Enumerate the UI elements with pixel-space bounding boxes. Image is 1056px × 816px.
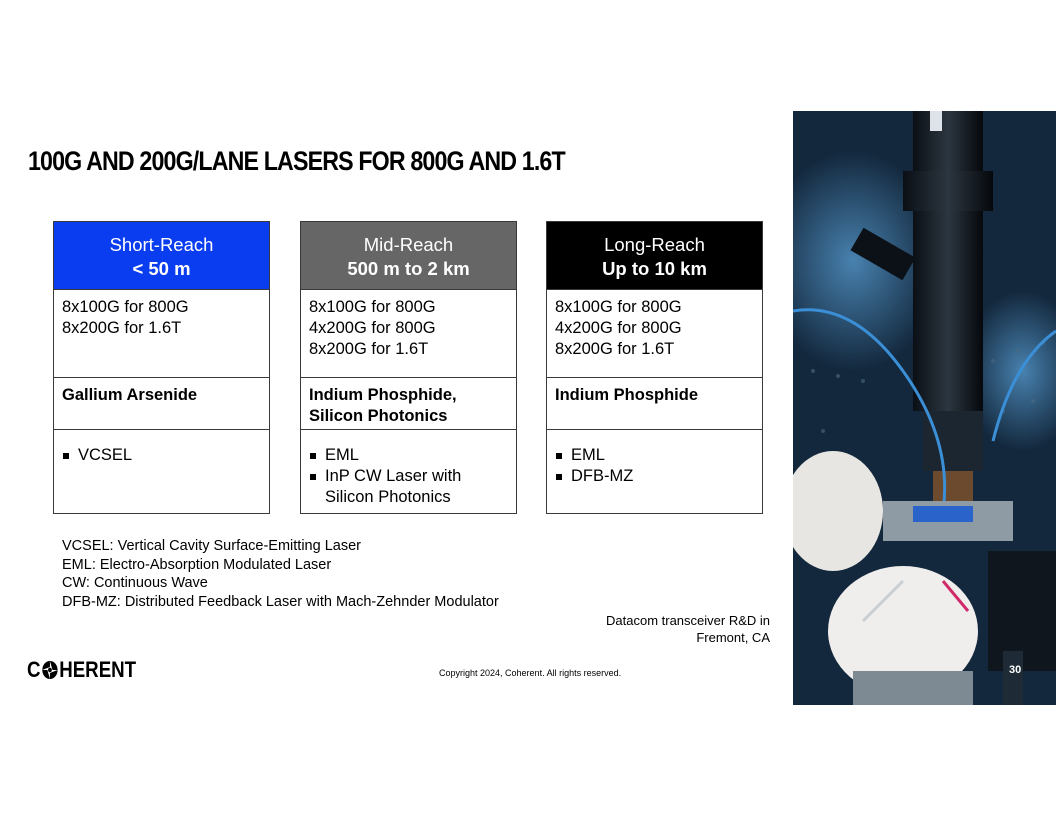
config-line: 8x100G for 800G [309, 298, 436, 316]
card-header-title: Short-Reach [109, 234, 214, 255]
card-material-section [301, 377, 516, 429]
card-config-section [54, 289, 269, 377]
logo-text-right: HERENT [59, 657, 137, 682]
copyright-notice: Copyright 2024, Coherent. All rights reserved. [439, 668, 622, 678]
card-header [547, 222, 762, 289]
material-line: Gallium Arsenide [62, 386, 198, 404]
material-line: Silicon Photonics [309, 407, 448, 425]
lab-photo [793, 111, 1056, 705]
card-header-range: < 50 m [132, 258, 191, 279]
page-number: 30 [1009, 664, 1022, 676]
definition-line: CW: Continuous Wave [62, 575, 208, 591]
photo-caption [606, 612, 770, 646]
card-material-section [54, 377, 269, 429]
definition-line: VCSEL: Vertical Cavity Surface-Emitting Laser [62, 538, 361, 554]
config-line: 8x200G for 1.6T [62, 319, 182, 337]
config-line: 8x200G for 1.6T [309, 340, 429, 358]
logo-aperture-icon [41, 660, 58, 680]
logo-text-left: C [27, 657, 41, 682]
definition-line: EML: Electro-Absorption Modulated Laser [62, 556, 332, 573]
card-header-range: Up to 10 km [602, 258, 707, 279]
slide-title: 100G AND 200G/LANE LASERS FOR 800G AND 1.6T [28, 146, 565, 176]
card-laser-section [547, 429, 762, 513]
laser-bullet: DFB-MZ [555, 466, 754, 487]
card-header [301, 222, 516, 289]
acronym-definitions [62, 537, 499, 611]
config-line: 8x200G for 1.6T [555, 340, 675, 358]
material-line: Indium Phosphide, [309, 386, 457, 404]
config-line: 8x100G for 800G [62, 298, 189, 316]
card-header-range: 500 m to 2 km [347, 258, 470, 279]
short-reach-card [53, 221, 270, 514]
card-config-section [547, 289, 762, 377]
mid-reach-card [300, 221, 517, 514]
definition-line: DFB-MZ: Distributed Feedback Laser with Mach-Zehnder Modulator [62, 593, 499, 610]
config-line: 4x200G for 800G [309, 319, 436, 337]
card-header-title: Mid-Reach [363, 234, 454, 255]
coherent-logo [27, 657, 136, 683]
laser-bullet: EML [309, 445, 508, 466]
material-line: Indium Phosphide [555, 386, 698, 404]
card-material-section [547, 377, 762, 429]
long-reach-card [546, 221, 763, 514]
lab-photo-illustration [793, 111, 1056, 705]
card-laser-section [54, 429, 269, 513]
laser-bullet: InP CW Laser with Silicon Photonics [309, 466, 485, 508]
caption-line: Datacom transceiver R&D in [606, 613, 770, 628]
laser-bullet: VCSEL [62, 445, 261, 466]
card-header [54, 222, 269, 289]
config-line: 4x200G for 800G [555, 319, 682, 337]
config-line: 8x100G for 800G [555, 298, 682, 316]
card-header-title: Long-Reach [604, 234, 705, 255]
laser-bullet: EML [555, 445, 754, 466]
card-laser-section [301, 429, 516, 513]
card-config-section [301, 289, 516, 377]
caption-line: Fremont, CA [696, 630, 770, 645]
